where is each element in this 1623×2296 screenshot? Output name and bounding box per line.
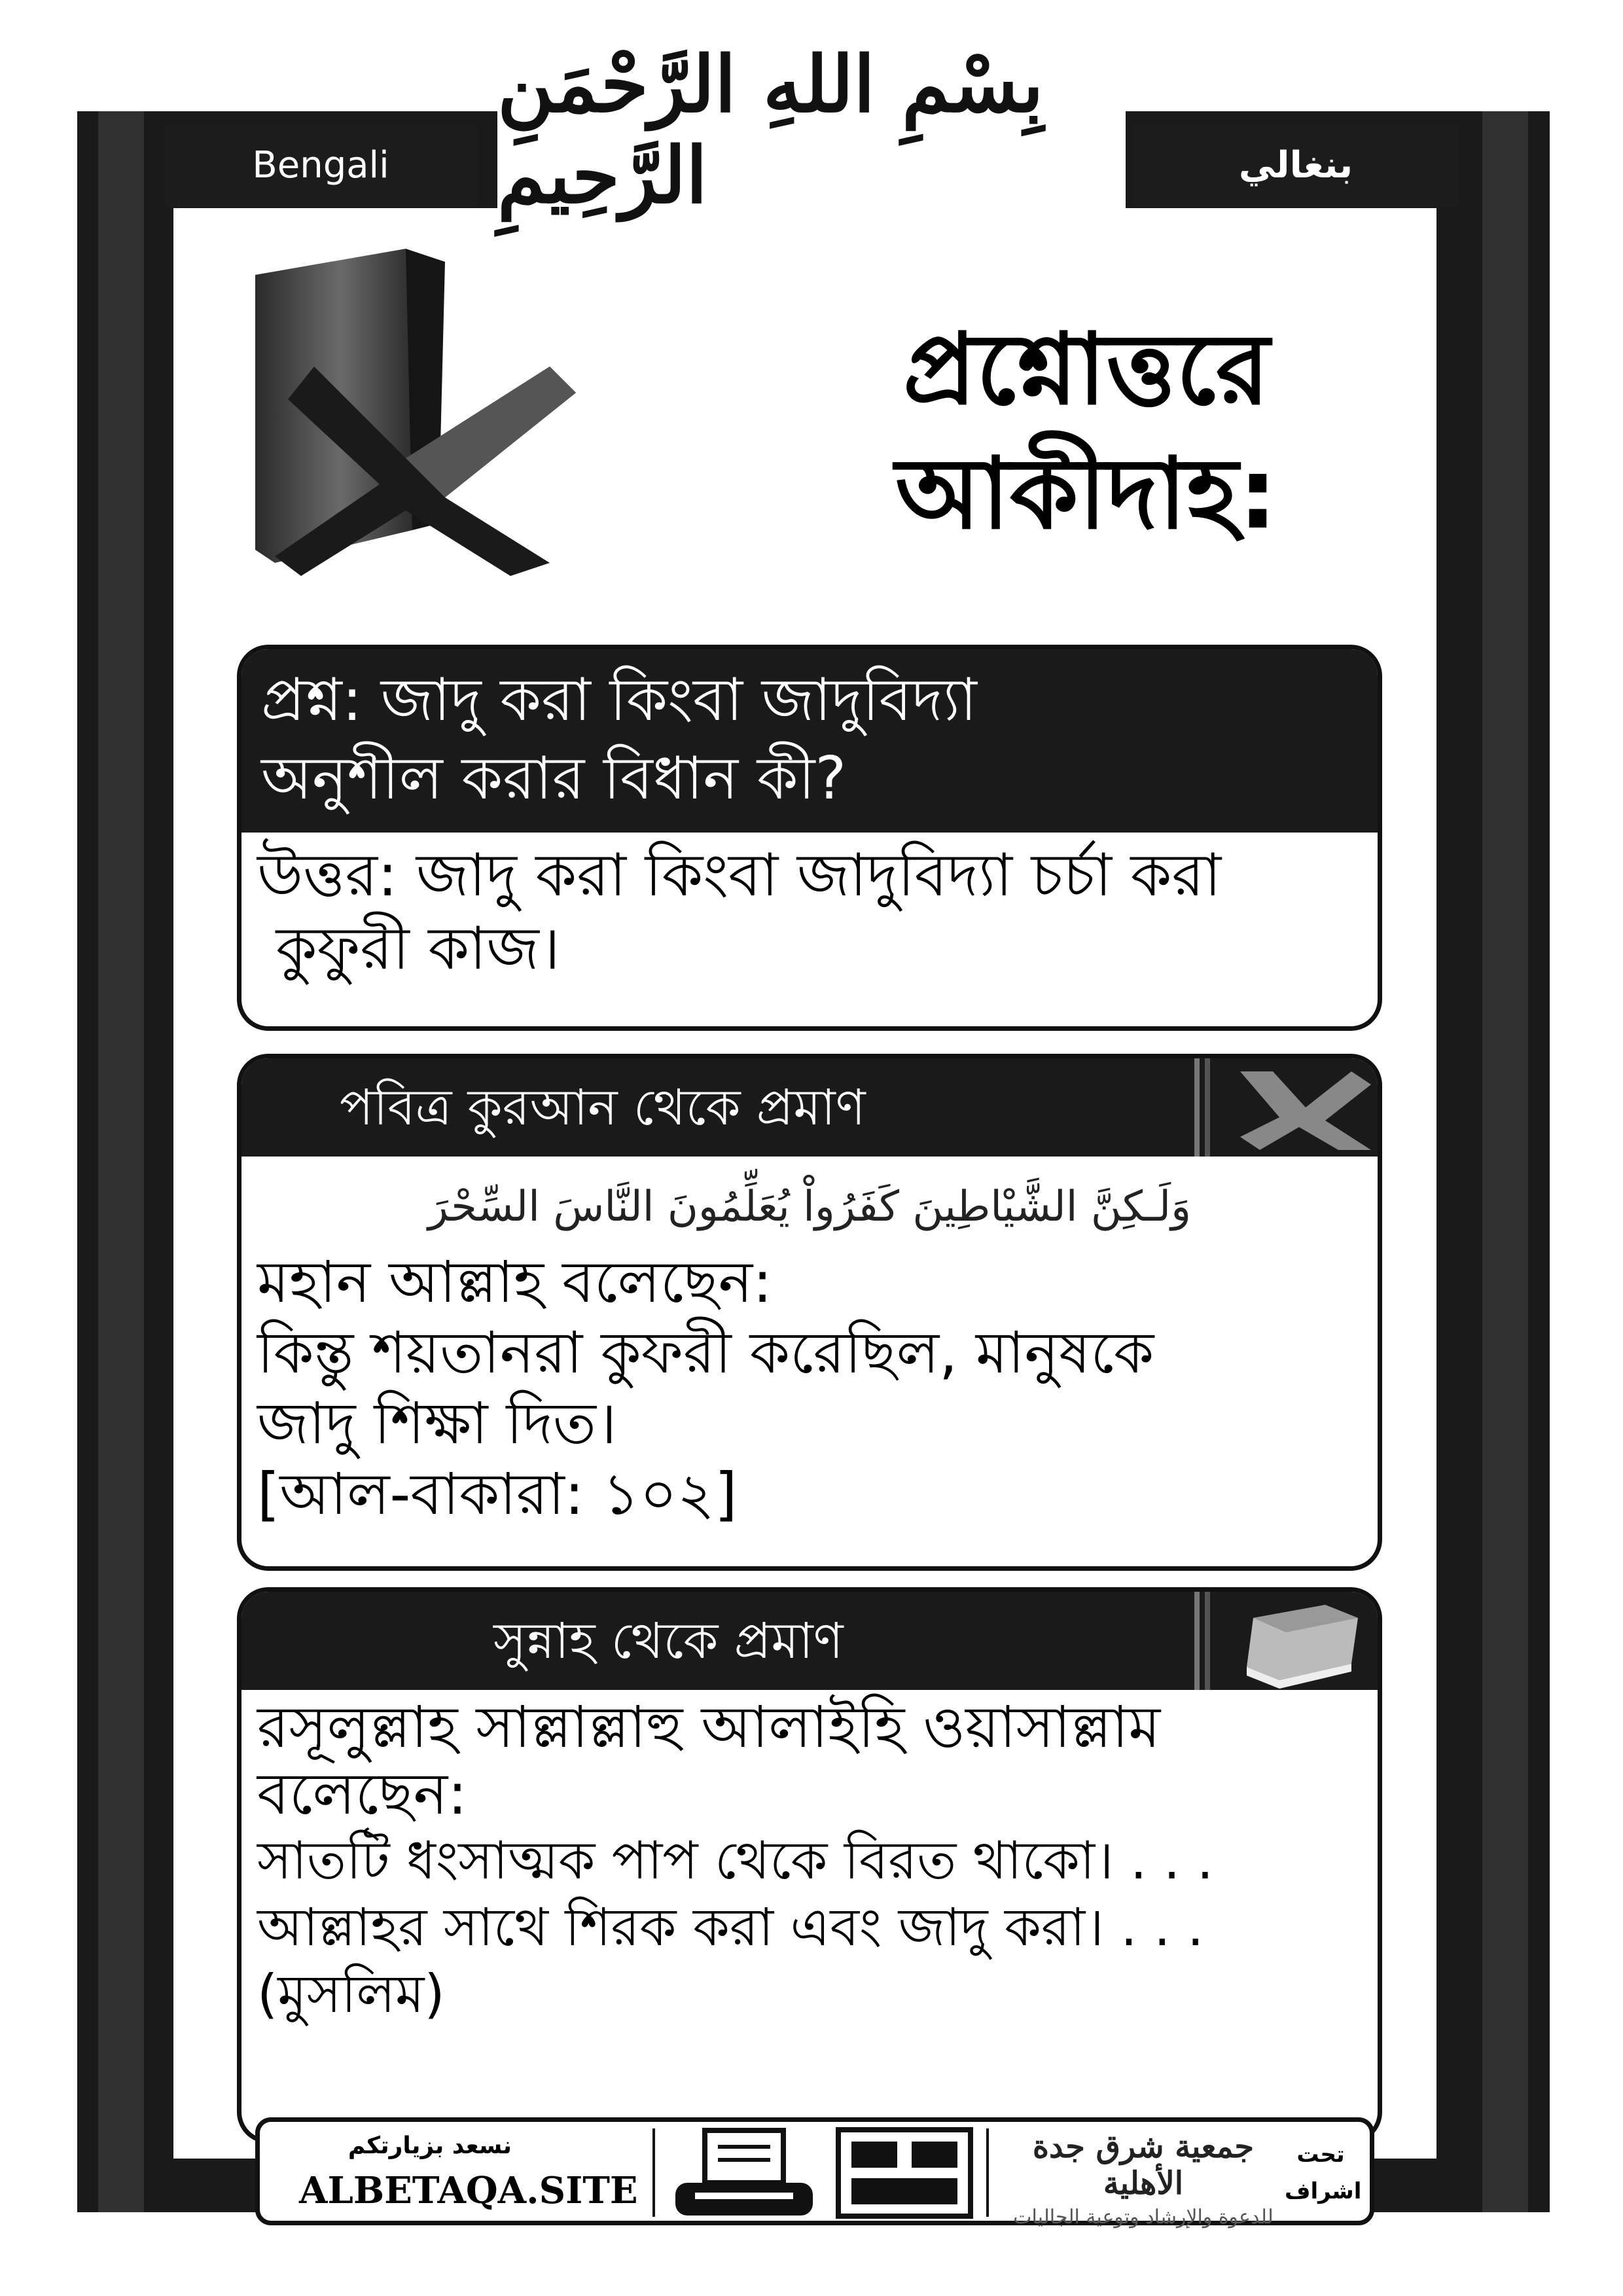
quran-evidence-body bbox=[241, 1247, 1378, 1530]
sunnah-line-4: আল্লাহর সাথে শিরক করা এবং জাদু করা। . . . bbox=[257, 1897, 1204, 1958]
sunnah-evidence-heading: সুন্নাহ থেকে প্রমাণ bbox=[493, 1611, 844, 1670]
footer-visit-text: نسعد بزيارتكم bbox=[348, 2132, 512, 2159]
answer-body bbox=[241, 833, 1378, 992]
footer-site-link[interactable]: ALBETAQA.SITE bbox=[299, 2169, 638, 2212]
printer-icon bbox=[666, 2127, 823, 2219]
title-line-2: আকীদাহ: bbox=[895, 437, 1277, 551]
quran-verse-arabic: وَلَـكِنَّ الشَّيْاطِينَ كَفَرُواْ يُعَلِّمُونَ النَّاسَ السِّحْرَ bbox=[427, 1183, 1192, 1231]
question-line-2: অনুশীল করার বিধান কী? bbox=[261, 744, 847, 813]
quran-evidence-heading: পবিত্র কুরআন থেকে প্রমাণ bbox=[340, 1078, 866, 1136]
language-tag-ar: بنغالي bbox=[1132, 124, 1459, 206]
sunnah-line-3: সাতটি ধংসাত্মক পাপ থেকে বিরত থাকো। . . . bbox=[257, 1830, 1214, 1891]
sunnah-evidence-body bbox=[241, 1690, 1378, 2032]
quran-reference: [আল-বাকারা: ১০২] bbox=[257, 1460, 738, 1528]
sunnah-evidence-card bbox=[237, 1587, 1382, 2144]
book-icon bbox=[1181, 1592, 1378, 1690]
question-header bbox=[241, 649, 1378, 833]
sunnah-line-2: বলেছেন: bbox=[257, 1760, 467, 1827]
association-name: جمعية شرق جدة الأهلية bbox=[1032, 2128, 1255, 2202]
sunnah-evidence-header bbox=[241, 1592, 1378, 1690]
language-tag-en: Bengali bbox=[164, 124, 478, 206]
page-title bbox=[759, 308, 1414, 556]
footer-divider bbox=[652, 2128, 655, 2217]
qa-card bbox=[237, 645, 1382, 1031]
quran-evidence-header bbox=[241, 1058, 1378, 1157]
answer-line-2: কুফুরী কাজ। bbox=[257, 914, 560, 983]
answer-line-1: উত্তর: জাদু করা কিংবা জাদুবিদ্যা চর্চা করা bbox=[257, 841, 1222, 910]
sunnah-line-5: (মুসলিম) bbox=[257, 1964, 445, 2024]
frame-stripe-right bbox=[1482, 111, 1528, 2212]
association-subtitle: للدعوة والإرشاد وتوعية الجاليات bbox=[1013, 2206, 1274, 2229]
association-logo bbox=[999, 2128, 1287, 2229]
basmala-calligraphy bbox=[497, 39, 1126, 219]
title-line-1: প্রশ্নোত্তরে bbox=[902, 313, 1270, 427]
quran-stand-icon bbox=[1181, 1058, 1378, 1157]
question-line-1: প্রশ্ন: জাদু করা কিংবা জাদুবিদ্যা bbox=[261, 666, 977, 734]
footer-divider bbox=[986, 2128, 989, 2217]
quran-line-1: মহান আল্লাহ বলেছেন: bbox=[257, 1248, 772, 1316]
dawah-paper-logo bbox=[836, 2127, 973, 2219]
footer-bar bbox=[255, 2117, 1374, 2229]
quran-line-2: কিন্তু শয়তানরা কুফরী করেছিল, মানুষকে bbox=[257, 1319, 1154, 1386]
frame-stripe-left bbox=[98, 111, 144, 2212]
basmala-text: بِسْمِ اللهِ الرَّحْمَنِ الرَّحِيمِ bbox=[497, 38, 1044, 221]
quran-line-3: জাদু শিক্ষা দিত। bbox=[257, 1390, 617, 1457]
supervision-label: تحت اشراف bbox=[1285, 2142, 1362, 2204]
quran-on-stand-icon bbox=[249, 249, 615, 589]
quran-evidence-card bbox=[237, 1054, 1382, 1571]
sunnah-line-1: রসূলুল্লাহ সাল্লাল্লাহু আলাইহি ওয়াসাল্লাম bbox=[257, 1693, 1161, 1761]
